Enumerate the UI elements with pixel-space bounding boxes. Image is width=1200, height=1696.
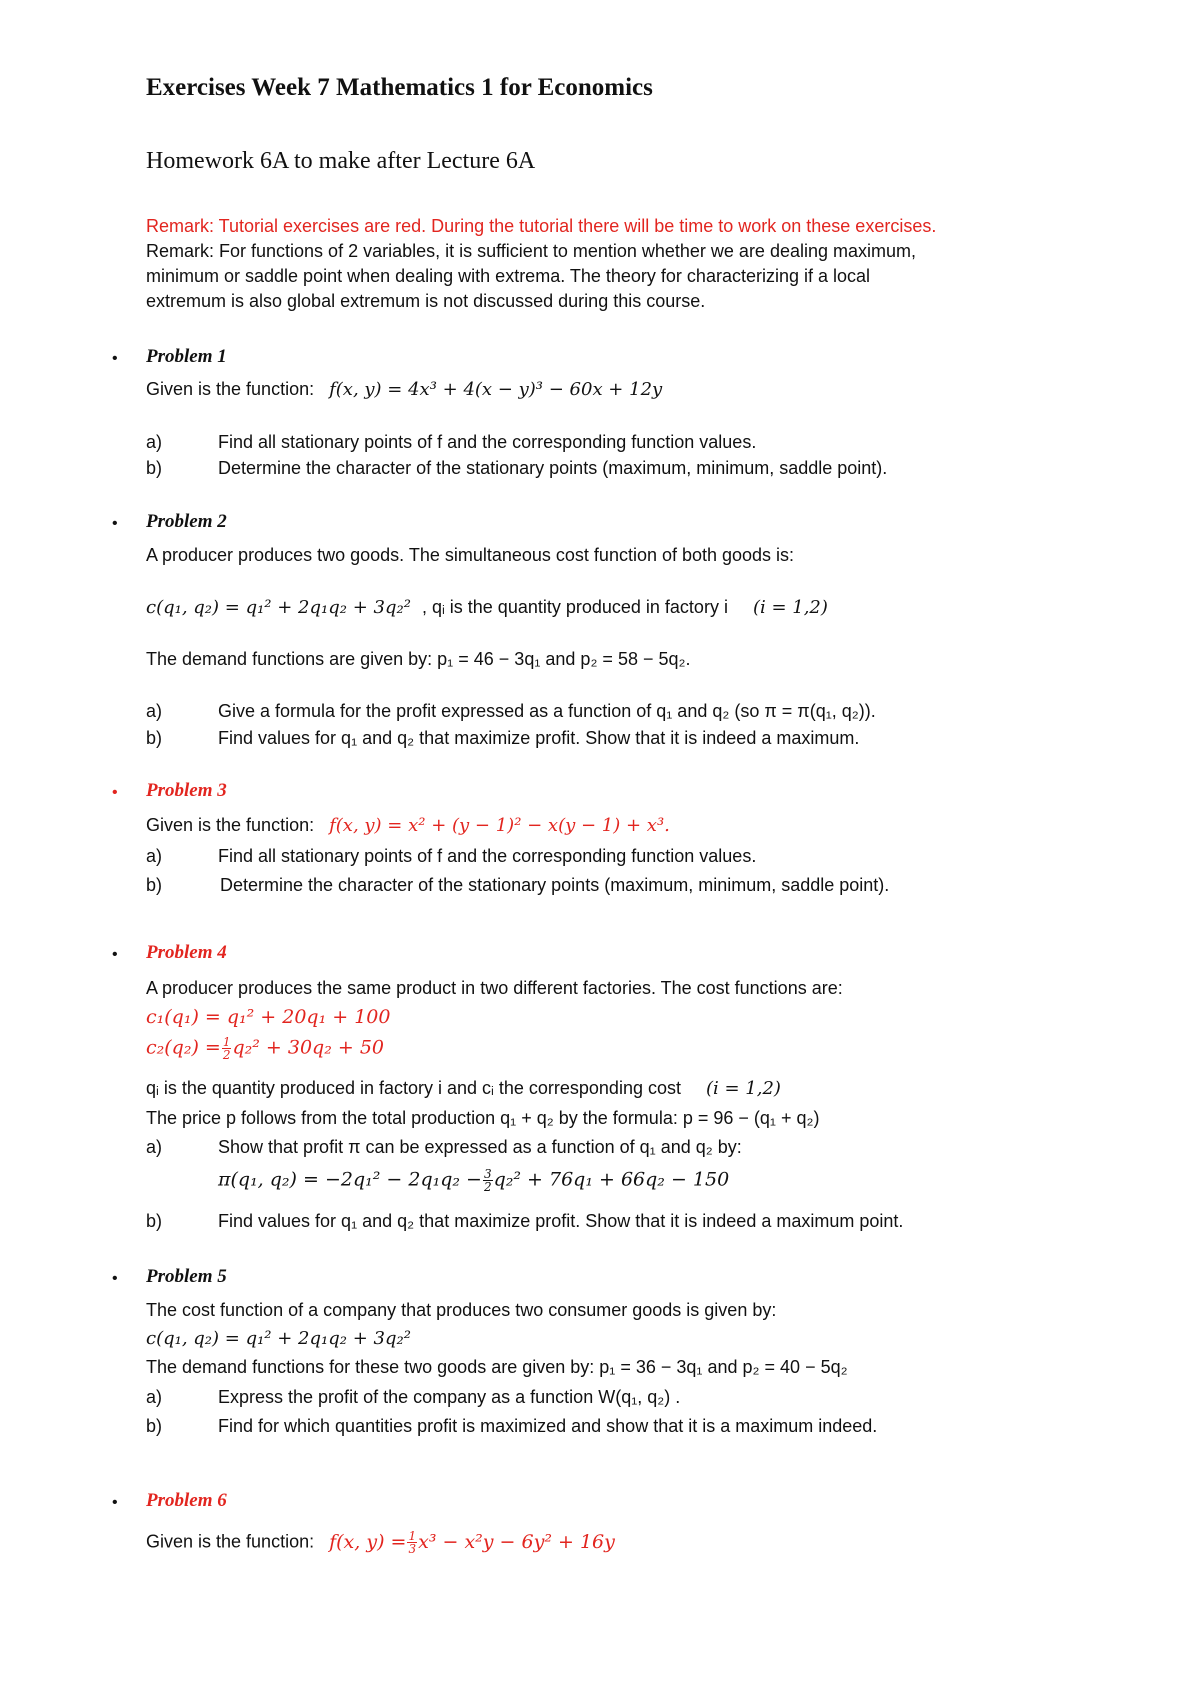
problem-3-b-text: Determine the character of the stationary points (maximum, minimum, saddle point). (220, 875, 890, 895)
bullet: • (112, 1270, 118, 1287)
remark-extrema-line-1: Remark: For functions of 2 variables, it is sufficient to mention whether we are dealing maximum, (146, 241, 917, 261)
problem-2-cost-index: (i = 1,2) (752, 597, 828, 618)
problem-4-b-label: b) (146, 1211, 163, 1231)
problem-1-given (146, 379, 662, 400)
problem-3-title: Problem 3 (146, 780, 227, 801)
problem-2-b-text: Find values for q₁ and q₂ that maximize profit. Show that it is indeed a maximum. (218, 728, 860, 748)
problem-4-price: The price p follows from the total production q₁ + q₂ by the formula: p = 96 − (q₁ + q₂) (146, 1108, 820, 1128)
problem-2-b-label: b) (146, 728, 163, 748)
problem-2-a-text: Give a formula for the profit expressed as a function of q₁ and q₂ (so π = π(q₁, q₂)). (218, 701, 876, 721)
problem-6-title: Problem 6 (146, 1490, 227, 1511)
problem-5-title: Problem 5 (146, 1266, 227, 1287)
problem-3-a-label: a) (146, 846, 163, 866)
problem-4-b-text: Find values for q₁ and q₂ that maximize profit. Show that it is indeed a maximum point. (218, 1211, 904, 1231)
problem-6-formula-post: x³ − x²y − 6y² + 16y (418, 1530, 615, 1553)
bullet: • (112, 350, 118, 367)
fraction-numerator: 3 (483, 1167, 492, 1181)
problem-3-a-text: Find all stationary points of f and the corresponding function values. (218, 846, 757, 866)
fraction-numerator: 1 (222, 1035, 231, 1049)
remark-tutorial: Remark: Tutorial exercises are red. During the tutorial there will be time to work on these exercises. (146, 216, 937, 236)
problem-5-b-label: b) (146, 1416, 163, 1436)
problem-1-b-text: Determine the character of the stationary points (maximum, minimum, saddle point). (218, 458, 888, 478)
problem-2-cost-formula: c(q₁, q₂) = q₁² + 2q₁q₂ + 3q₂² (146, 597, 411, 618)
problem-5-a-label: a) (146, 1387, 163, 1407)
problem-2-cost-line (146, 597, 828, 618)
problem-4-cost-2-post: q₂² + 30q₂ + 50 (232, 1036, 384, 1059)
problem-4-intro: A producer produces the same product in two different factories. The cost functions are: (146, 978, 843, 998)
problem-5-b-text: Find for which quantities profit is maximized and show that it is a maximum indeed. (218, 1416, 878, 1436)
page-subtitle: Homework 6A to make after Lecture 6A (146, 148, 536, 174)
fraction (222, 1036, 232, 1061)
problem-3-b-label: b) (146, 875, 163, 895)
problem-3-formula: f(x, y) = x² + (y − 1)² − x(y − 1) + x³. (329, 815, 670, 836)
problem-4-note-text: qᵢ is the quantity produced in factory i and cᵢ the corresponding cost (146, 1078, 681, 1098)
problem-4-profit-pre: π(q₁, q₂) = −2q₁² − 2q₁q₂ − (218, 1168, 482, 1191)
problem-6-formula (329, 1529, 615, 1556)
problem-1-given-label: Given is the function: (146, 379, 315, 399)
fraction-denominator: 2 (483, 1180, 492, 1194)
problem-2-title: Problem 2 (146, 511, 227, 532)
problem-2-intro: A producer produces two goods. The simultaneous cost function of both goods is: (146, 545, 795, 565)
fraction-denominator: 2 (222, 1048, 231, 1062)
fraction (483, 1168, 493, 1193)
bullet: • (112, 784, 118, 801)
problem-1-formula: f(x, y) = 4x³ + 4(x − y)³ − 60x + 12y (329, 379, 663, 400)
problem-1-title: Problem 1 (146, 346, 227, 367)
problem-4-cost-2 (146, 1036, 384, 1061)
problem-4-note (146, 1078, 781, 1099)
problem-4-title: Problem 4 (146, 942, 227, 963)
problem-4-note-index: (i = 1,2) (706, 1078, 781, 1099)
fraction-denominator: 3 (408, 1542, 417, 1556)
problem-2-demand: The demand functions are given by: p₁ = 46 − 3q₁ and p₂ = 58 − 5q₂. (146, 649, 691, 669)
problem-4-a-text: Show that profit π can be expressed as a function of q₁ and q₂ by: (218, 1137, 742, 1157)
problem-4-profit-formula (218, 1168, 729, 1193)
bullet: • (112, 515, 118, 532)
problem-2-cost-note: , qᵢ is the quantity produced in factory i (421, 597, 728, 617)
fraction (407, 1530, 417, 1555)
problem-5-cost: c(q₁, q₂) = q₁² + 2q₁q₂ + 3q₂² (146, 1328, 411, 1349)
problem-1-a-label: a) (146, 432, 163, 452)
remark-extrema-line-3: extremum is also global extremum is not discussed during this course. (146, 291, 706, 311)
problem-3-given (146, 815, 670, 836)
problem-2-a-label: a) (146, 701, 163, 721)
problem-4-cost-2-pre: c₂(q₂) = (146, 1036, 221, 1059)
problem-5-demand: The demand functions for these two goods are given by: p₁ = 36 − 3q₁ and p₂ = 40 − 5q₂ (146, 1357, 848, 1377)
problem-5-intro: The cost function of a company that produces two consumer goods is given by: (146, 1300, 777, 1320)
problem-6-given (146, 1530, 615, 1555)
problem-5-a-text: Express the profit of the company as a function W(q₁, q₂) . (218, 1387, 681, 1407)
problem-1-b-label: b) (146, 458, 163, 478)
problem-6-formula-pre: f(x, y) = (329, 1530, 407, 1553)
page-title: Exercises Week 7 Mathematics 1 for Economics (146, 74, 653, 101)
problem-3-given-label: Given is the function: (146, 815, 315, 835)
problem-1-a-text: Find all stationary points of f and the corresponding function values. (218, 432, 757, 452)
problem-4-a-label: a) (146, 1137, 163, 1157)
bullet: • (112, 946, 118, 963)
remark-extrema-line-2: minimum or saddle point when dealing with extrema. The theory for characterizing if a local (146, 266, 871, 286)
problem-4-profit-post: q₂² + 76q₁ + 66q₂ − 150 (493, 1168, 730, 1191)
fraction-numerator: 1 (408, 1529, 417, 1543)
problem-4-cost-1: c₁(q₁) = q₁² + 20q₁ + 100 (146, 1006, 391, 1028)
problem-6-given-label: Given is the function: (146, 1531, 315, 1552)
bullet: • (112, 1494, 118, 1511)
